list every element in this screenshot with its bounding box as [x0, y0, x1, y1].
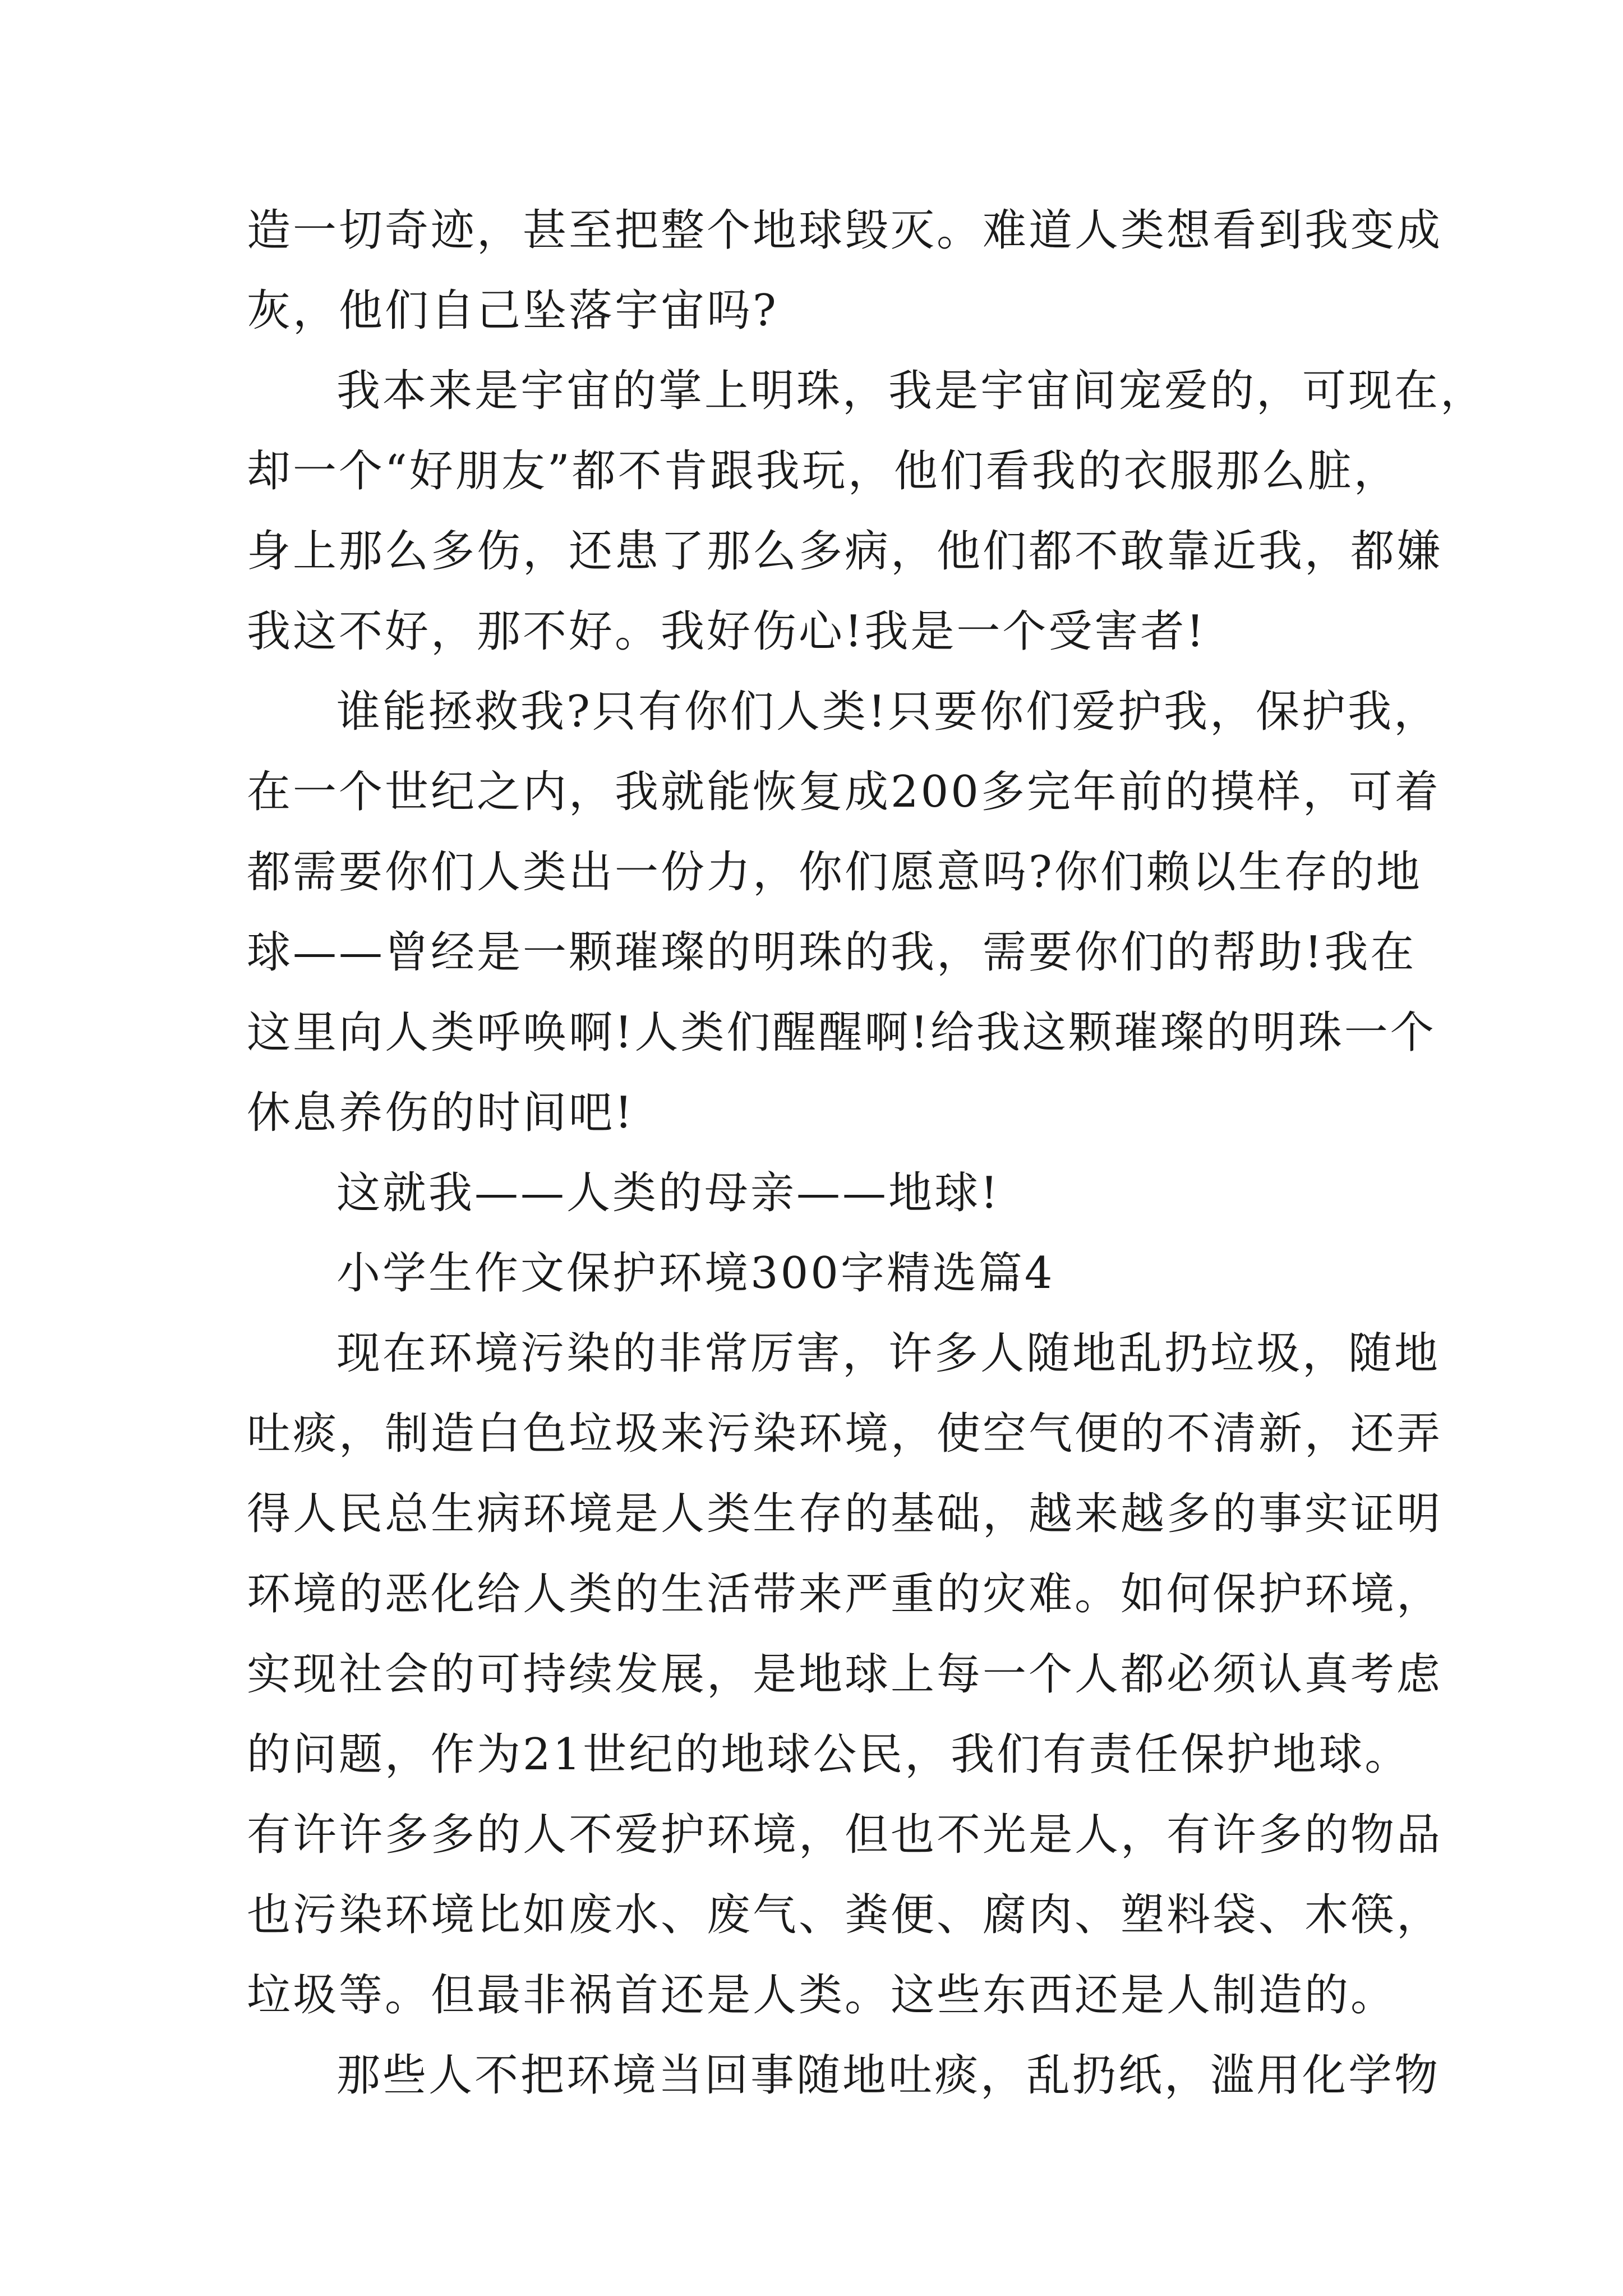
text-line: 那些人不把环境当回事随地吐痰，乱扔纸，滥用化学物 [336, 2050, 1441, 2101]
text-line: 的问题，作为21世纪的地球公民，我们有责任保护地球。 [247, 1729, 1411, 1780]
text-line: 垃圾等。但最非祸首还是人类。这些东西还是人制造的。 [247, 1970, 1397, 2021]
text-line: 吐痰，制造白色垃圾来污染环境，使空气便的不清新，还弄 [247, 1409, 1443, 1459]
text-line: 休息养伤的时间吧! [247, 1088, 635, 1138]
text-line: 谁能拯救我?只有你们人类!只要你们爱护我，保护我， [336, 687, 1440, 737]
text-line: 球——曾经是一颗璀璨的明珠的我，需要你们的帮助!我在 [247, 927, 1417, 978]
text-line: 这就我——人类的母亲——地球! [336, 1168, 1000, 1218]
text-line: 身上那么多伤，还患了那么多病，他们都不敢靠近我，都嫌 [247, 526, 1443, 577]
text-line: 小学生作文保护环境300字精选篇4 [336, 1248, 1055, 1299]
text-line: 有许许多多的人不爱护环境，但也不光是人，有许多的物品 [247, 1810, 1443, 1860]
text-line: 都需要你们人类出一份力，你们愿意吗?你们赖以生存的地 [247, 847, 1422, 898]
text-line: 造一切奇迹，甚至把整个地球毁灭。难道人类想看到我变成 [247, 205, 1443, 256]
text-line: 灰，他们自己坠落宇宙吗? [247, 286, 778, 336]
text-line: 我这不好，那不好。我好伤心!我是一个受害者! [247, 606, 1206, 657]
text-line: 实现社会的可持续发展，是地球上每一个人都必须认真考虑 [247, 1649, 1443, 1700]
text-line: 在一个世纪之内，我就能恢复成200多完年前的摸样，可着 [247, 767, 1441, 817]
text-line: 得人民总生病环境是人类生存的基础，越来越多的事实证明 [247, 1489, 1443, 1539]
text-line: 却一个“好朋友”都不肯跟我玩，他们看我的衣服那么脏， [247, 446, 1400, 496]
text-line: 我本来是宇宙的掌上明珠，我是宇宙间宠爱的，可现在， [336, 366, 1487, 416]
text-line: 环境的恶化给人类的生活带来严重的灾难。如何保护环境， [247, 1569, 1443, 1619]
document-text [247, 191, 1487, 2116]
text-line: 现在环境污染的非常厉害，许多人随地乱扔垃圾，随地 [336, 1328, 1441, 1379]
text-line: 这里向人类呼唤啊!人类们醒醒啊!给我这颗璀璨的明珠一个 [247, 1007, 1436, 1058]
text-line: 也污染环境比如废水、废气、粪便、腐肉、塑料袋、木筷， [247, 1890, 1443, 1940]
